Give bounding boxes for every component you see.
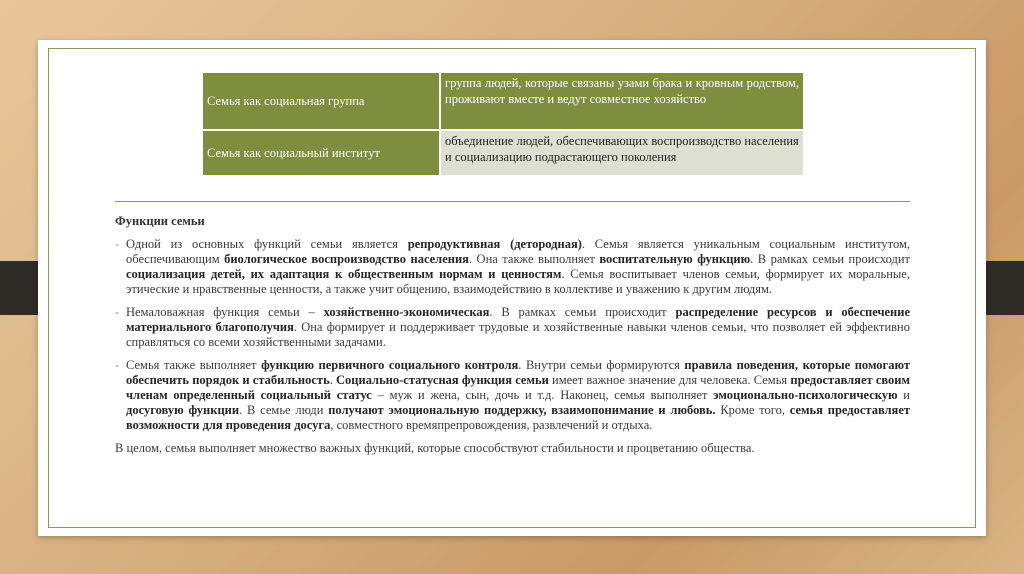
text-run: Одной из основных функций семьи является (126, 237, 408, 251)
text-run: . Семья является уникальным социальным институтом, обеспечивающим (126, 237, 911, 266)
text-run: . В семье люди (239, 403, 329, 417)
paragraph-text (126, 305, 910, 349)
text-run: , совместного времяпрепровождения, развлечений и отдыха. (330, 418, 653, 432)
definitions-table (203, 73, 803, 175)
emphasis-text: получают эмоциональную поддержку, взаимопонимание и любовь. (328, 403, 716, 417)
definition-row (203, 130, 803, 175)
text-run: . Она формирует и поддерживает трудовые и хозяйственные навыки членов семьи, что позволяет ей эффективно справляться со всеми хозяйственными задачами. (126, 320, 910, 349)
emphasis-text: социализация детей, их адаптация к общественным нормам и ценностям (126, 267, 562, 281)
emphasis-text: досуговую функции (126, 403, 240, 417)
emphasis-text: правила поведения, которые помогают обеспечить порядок и стабильность (126, 358, 910, 387)
definition-row (203, 73, 803, 130)
functions-section (115, 214, 910, 456)
definition-term: Семья как социальная группа (203, 73, 440, 130)
emphasis-text: семья предоставляет возможности для проведения досуга (126, 403, 911, 432)
paragraph-text (126, 358, 910, 432)
emphasis-text: воспитательную функцию (599, 252, 751, 266)
text-run: . Внутри семьи формируются (518, 358, 685, 372)
emphasis-text: репродуктивная (детородная) (407, 237, 582, 251)
text-run: – муж и жена, сын, дочь и т.д. Наконец, семья выполняет (371, 388, 714, 402)
text-run: имеет важное значение для человека. Семья (548, 373, 791, 387)
list-item (115, 358, 910, 433)
bullet-dash: - (115, 237, 120, 251)
bullet-dash: - (115, 358, 120, 372)
text-run: . Она также выполняет (468, 252, 600, 266)
emphasis-text: хозяйственно-экономическая (323, 305, 490, 319)
conclusion-text: В целом, семья выполняет множество важных функций, которые способствуют стабильности и процветанию общества. (115, 441, 755, 455)
list-item (115, 237, 910, 297)
emphasis-text: предоставляет своим членам определенный социальный статус (126, 373, 911, 402)
emphasis-text: распределение ресурсов и обеспечение материального благополучия (126, 305, 910, 334)
text-run: Кроме того, (715, 403, 790, 417)
text-run: и (897, 388, 910, 402)
definition-meaning: группа людей, которые связаны узами брака и кровным родством, проживают вместе и ведут совместное хозяйство (440, 73, 803, 130)
paragraph-text (126, 237, 910, 296)
text-run: . В рамках семьи происходит (750, 252, 910, 266)
definition-meaning: объединение людей, обеспечивающих воспроизводство населения и социализацию подрастающего поколения (440, 130, 803, 175)
emphasis-text: эмоционально-психологическую (713, 388, 898, 402)
text-run: . (329, 373, 337, 387)
text-run: . Семья воспитывает членов семьи, формирует их моральные, этические и нравственные ценности, а также учит общению, взаимодействию в коллективе и уважению к другим людям. (126, 267, 910, 296)
emphasis-text: биологическое воспроизводство населения (224, 252, 469, 266)
list-item (115, 305, 910, 350)
text-run: Семья также выполняет (126, 358, 262, 372)
text-run: . В рамках семьи происходит (489, 305, 676, 319)
emphasis-text: Социально-статусная функция семьи (336, 373, 549, 387)
section-heading: Функции семьи (115, 214, 205, 228)
bullet-dash: - (115, 305, 120, 319)
definition-term: Семья как социальный институт (203, 130, 440, 175)
emphasis-text: функцию первичного социального контроля (261, 358, 519, 372)
divider (115, 201, 910, 202)
text-run: Немаловажная функция семьи – (126, 305, 324, 319)
